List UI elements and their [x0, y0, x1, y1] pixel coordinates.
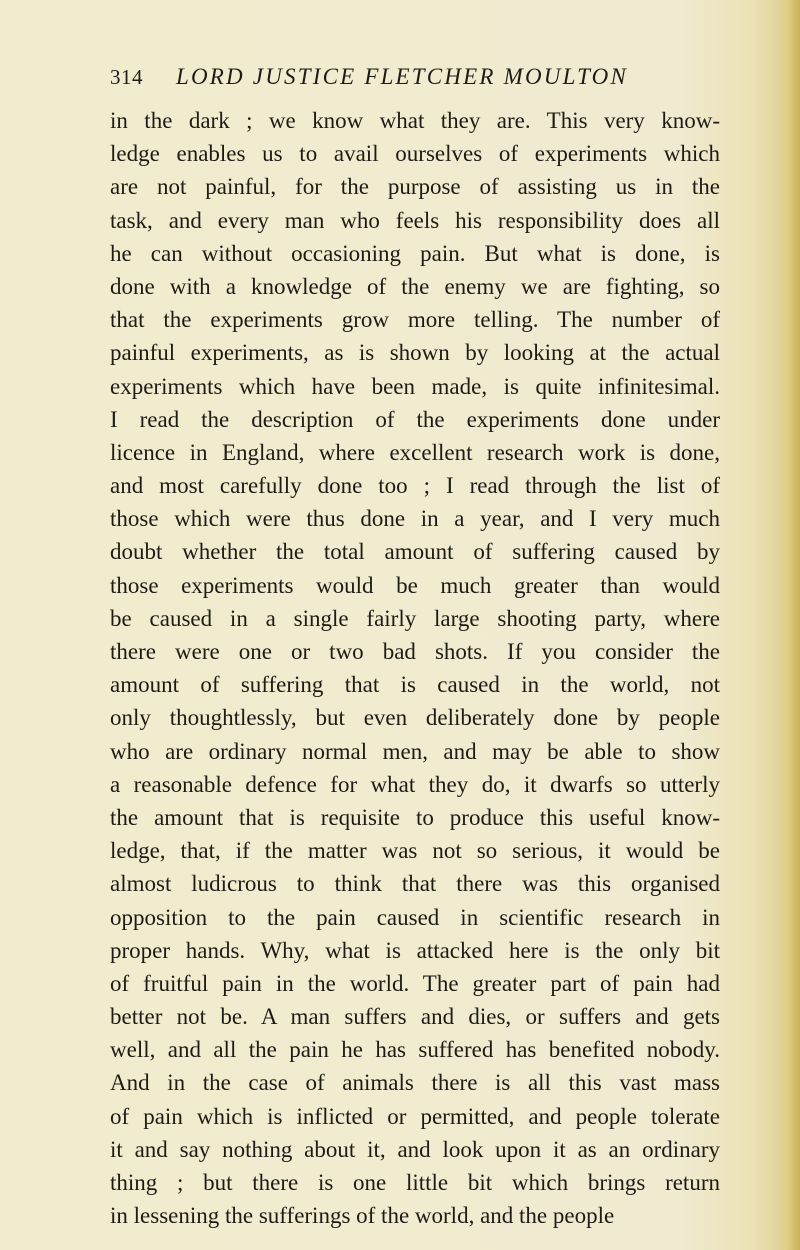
- text-line: only thoughtlessly, but even deliberately done by people: [110, 705, 720, 731]
- page-header: [110, 62, 710, 92]
- text-line: of fruitful pain in the world. The greater part of pain had: [110, 970, 720, 996]
- text-line: proper hands. Why, what is attacked here is the only bit: [110, 937, 720, 963]
- text-line: in lessening the sufferings of the world, and the people: [110, 1203, 615, 1229]
- text-line: amount of suffering that is caused in the world, not: [110, 672, 720, 698]
- text-line: I read the description of the experiments done under: [110, 406, 720, 432]
- text-line: experiments which have been made, is quite infinitesimal.: [110, 373, 720, 399]
- text-line: better not be. A man suffers and dies, or suffers and gets: [110, 1004, 720, 1030]
- text-line: who are ordinary normal men, and may be able to show: [110, 738, 720, 764]
- text-line: there were one or two bad shots. If you consider the: [110, 639, 720, 664]
- page-edge: [778, 0, 800, 1250]
- text-line: in the dark ; we know what they are. This very know-: [110, 108, 720, 133]
- text-line: he can without occasioning pain. But what is done, is: [110, 240, 720, 266]
- text-line: are not painful, for the purpose of assisting us in the: [110, 174, 720, 200]
- text-line: thing ; but there is one little bit which brings return: [110, 1170, 720, 1195]
- text-line: of pain which is inflicted or permitted, and people tolerate: [110, 1103, 720, 1129]
- text-line: licence in England, where excellent research work is done,: [110, 439, 720, 465]
- text-line: painful experiments, as is shown by looking at the actual: [110, 340, 720, 366]
- text-line: done with a knowledge of the enemy we are fighting, so: [110, 273, 720, 299]
- text-line: a reasonable defence for what they do, it dwarfs so utterly: [110, 771, 720, 797]
- page-number: 314: [110, 65, 143, 89]
- text-line: opposition to the pain caused in scientific research in: [110, 904, 720, 930]
- text-line: ledge enables us to avail ourselves of experiments which: [110, 141, 720, 167]
- text-line: that the experiments grow more telling. The number of: [110, 307, 720, 333]
- text-line: it and say nothing about it, and look upon it as an ordinary: [110, 1136, 720, 1162]
- text-line: be caused in a single fairly large shooting party, where: [110, 605, 720, 631]
- text-line: doubt whether the total amount of suffering caused by: [110, 539, 720, 565]
- text-line: well, and all the pain he has suffered has benefited nobody.: [110, 1037, 720, 1063]
- text-line: those experiments would be much greater than would: [110, 572, 720, 598]
- text-line: and most carefully done too ; I read through the list of: [110, 473, 720, 499]
- text-line: the amount that is requisite to produce this useful know-: [110, 804, 720, 830]
- text-line: And in the case of animals there is all this vast mass: [110, 1070, 720, 1096]
- text-line: those which were thus done in a year, and I very much: [110, 506, 720, 532]
- running-head: LORD JUSTICE FLETCHER MOULTON: [176, 64, 629, 89]
- body-text: [110, 104, 720, 1232]
- text-line: almost ludicrous to think that there was this organised: [110, 871, 720, 897]
- text-line: ledge, that, if the matter was not so serious, it would be: [110, 838, 720, 864]
- text-line: task, and every man who feels his responsibility does all: [110, 207, 720, 233]
